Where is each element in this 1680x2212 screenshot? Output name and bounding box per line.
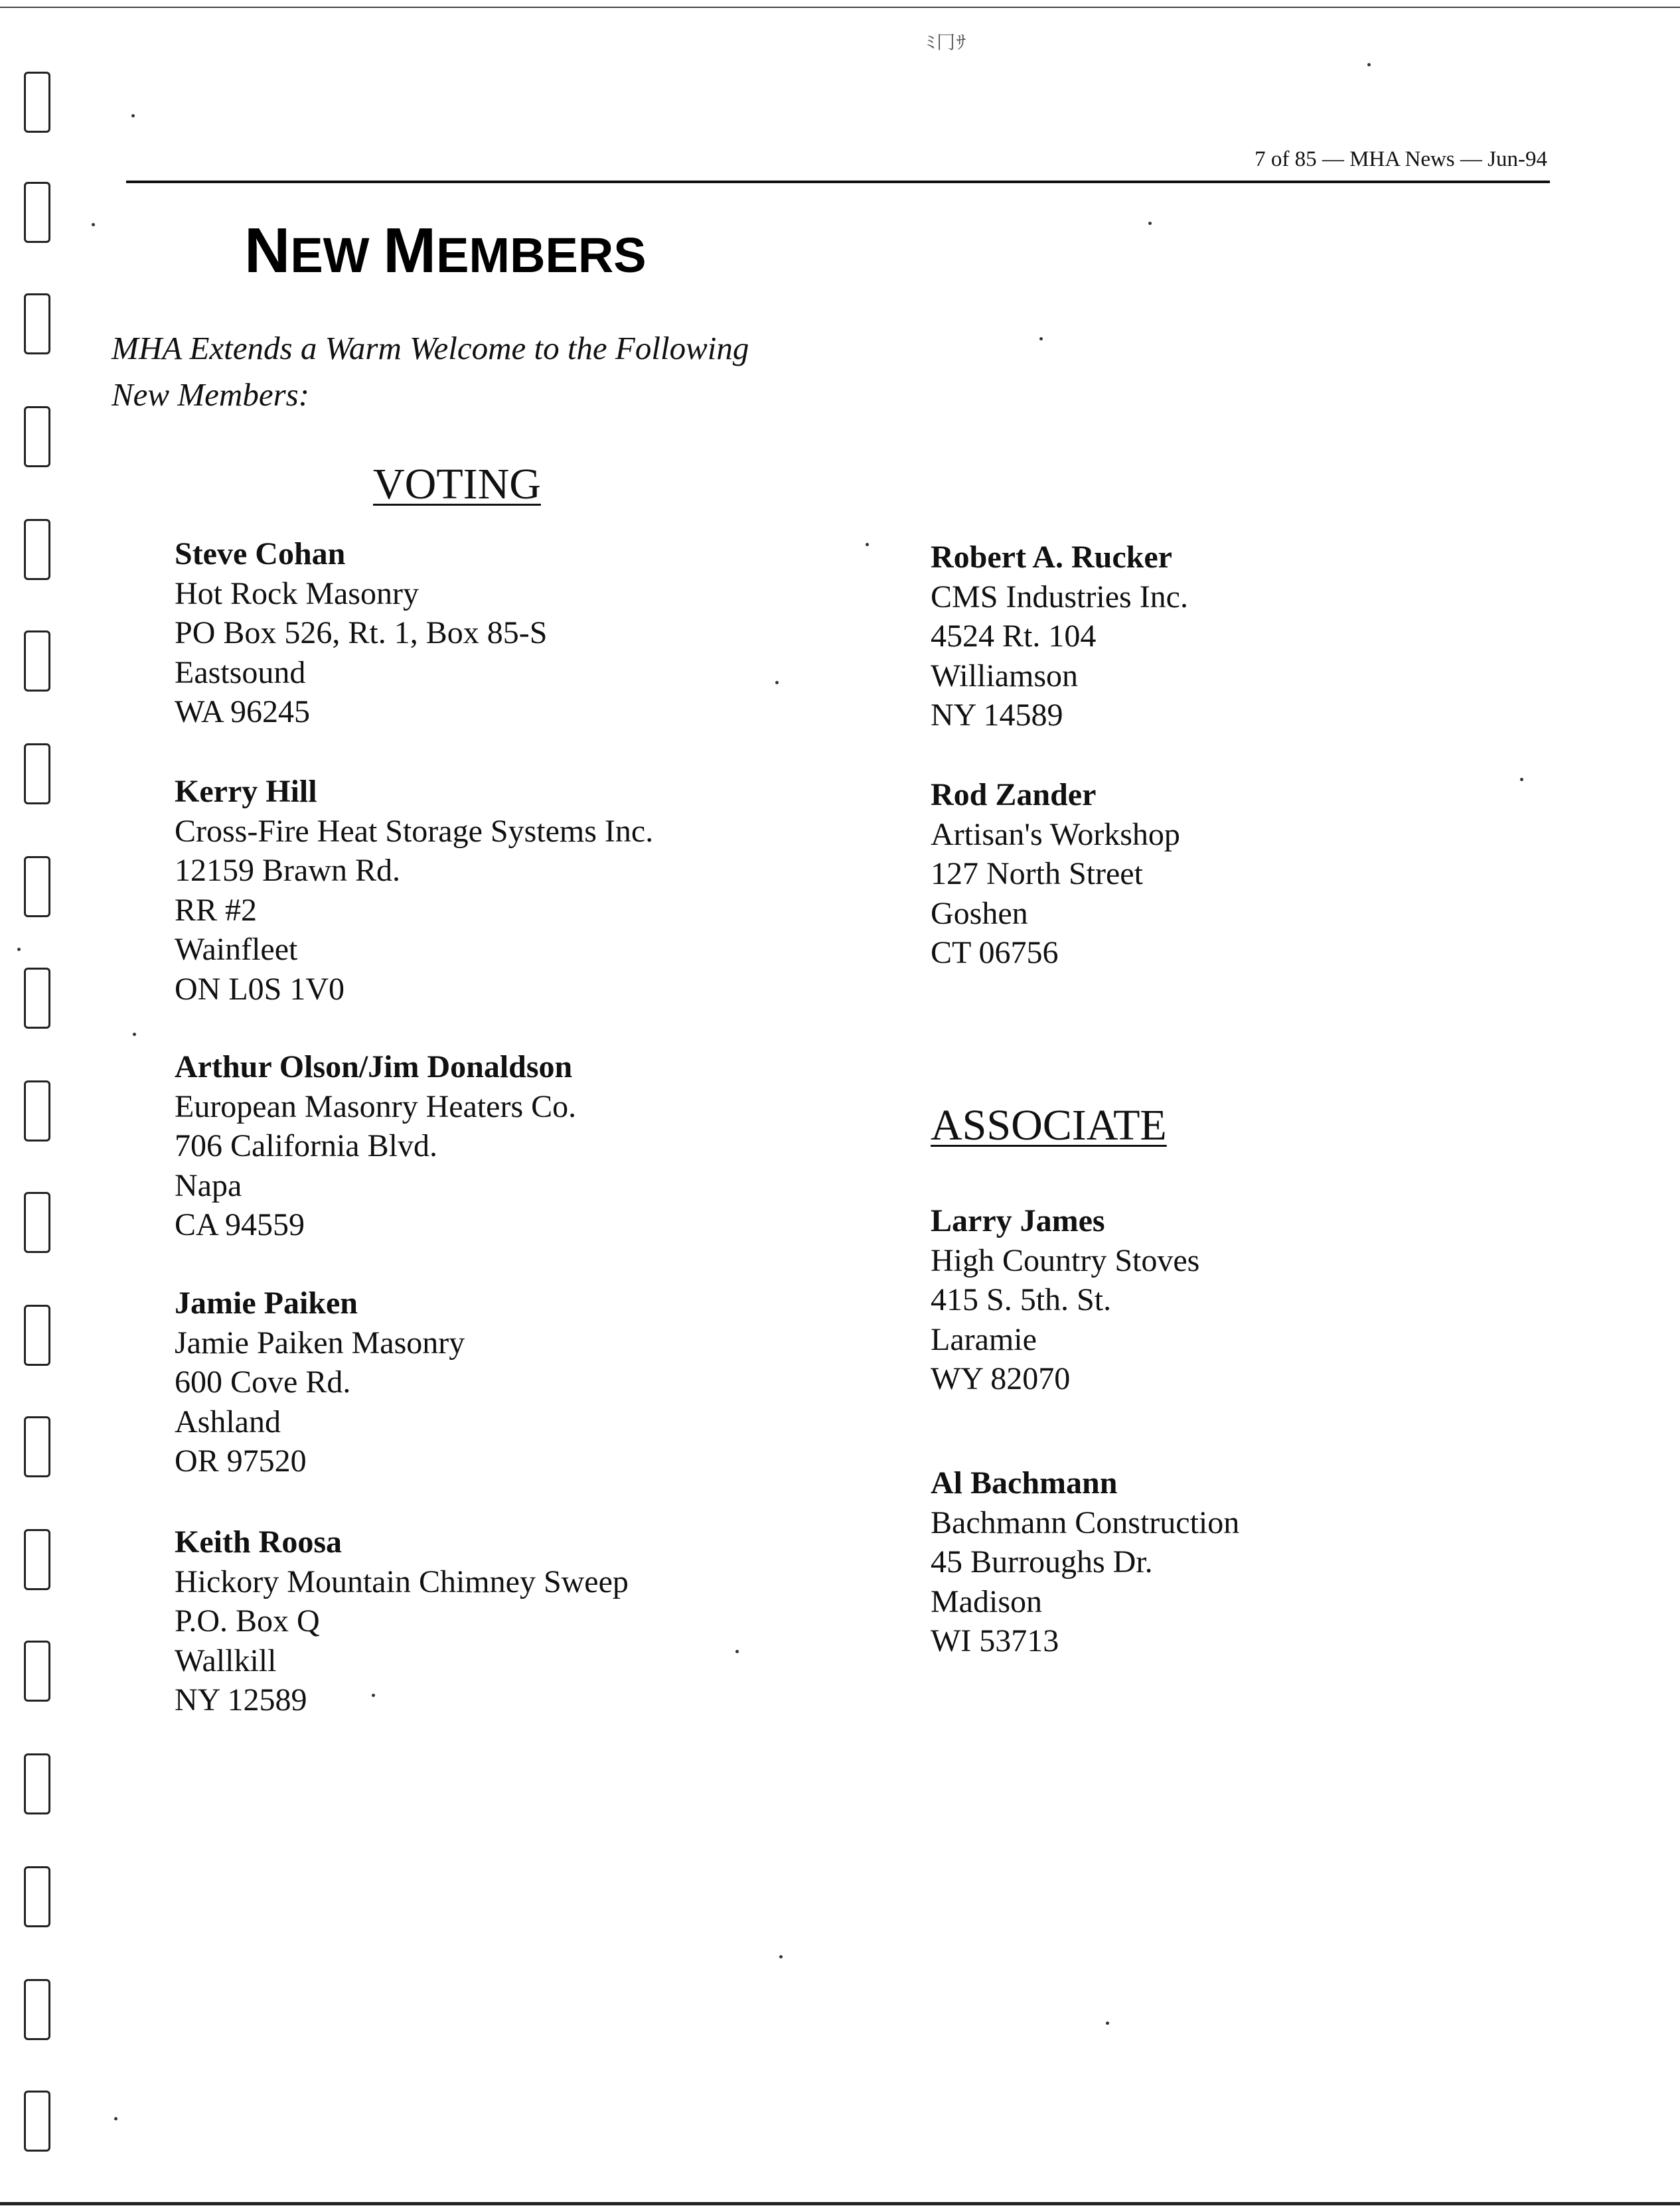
punch-hole	[24, 1192, 50, 1253]
member-name: Jamie Paiken	[175, 1286, 358, 1321]
punch-hole	[24, 743, 50, 804]
scan-speck	[735, 1650, 739, 1653]
member-postal: WY 82070	[931, 1361, 1071, 1396]
punch-hole	[24, 519, 50, 580]
punch-hole	[24, 1305, 50, 1366]
member-name: Robert A. Rucker	[931, 540, 1172, 575]
member-postal: NY 12589	[175, 1682, 307, 1718]
member-entry	[175, 1047, 576, 1245]
punch-hole	[24, 1641, 50, 1702]
member-company: Artisan's Workshop	[931, 816, 1180, 852]
member-address: 127 North Street	[931, 856, 1143, 891]
member-name: Kerry Hill	[175, 774, 317, 809]
member-entry	[931, 1463, 1239, 1661]
scan-speck	[1520, 778, 1523, 781]
punch-hole	[24, 968, 50, 1029]
scan-speck	[133, 1033, 136, 1036]
punch-hole	[24, 182, 50, 243]
punch-hole	[24, 2091, 50, 2152]
member-entry	[175, 534, 547, 732]
punch-hole	[24, 1979, 50, 2040]
page-title: NEW MEMBERS	[244, 215, 647, 286]
punch-hole	[24, 406, 50, 467]
member-city: Eastsound	[175, 654, 306, 690]
member-postal: OR 97520	[175, 1443, 307, 1479]
scan-speck	[866, 543, 869, 546]
member-address: 706 California Blvd.	[175, 1128, 437, 1163]
member-postal: ON L0S 1V0	[175, 971, 345, 1007]
intro-text	[112, 325, 875, 418]
member-city: Wallkill	[175, 1643, 277, 1678]
member-entry	[931, 1201, 1199, 1399]
member-city: Ashland	[175, 1404, 281, 1439]
voting-heading: VOTING	[373, 460, 541, 508]
member-address: 600 Cove Rd.	[175, 1364, 351, 1400]
member-address: 415 S. 5th. St.	[931, 1282, 1112, 1317]
member-city: Wainfleet	[175, 932, 298, 967]
member-address: 12159 Brawn Rd.	[175, 853, 400, 888]
running-head: 7 of 85 — MHA News — Jun-94	[1255, 147, 1547, 171]
associate-heading: ASSOCIATE	[931, 1101, 1167, 1149]
member-city: Madison	[931, 1584, 1042, 1619]
punch-hole	[24, 1866, 50, 1927]
member-name: Al Bachmann	[931, 1465, 1118, 1501]
scan-speck	[775, 681, 779, 684]
scan-speck	[114, 2117, 117, 2120]
member-company: Jamie Paiken Masonry	[175, 1325, 465, 1361]
member-postal: CT 06756	[931, 935, 1059, 970]
top-border	[0, 7, 1680, 8]
member-entry	[175, 1284, 465, 1481]
member-name: Larry James	[931, 1203, 1105, 1238]
member-name: Keith Roosa	[175, 1524, 342, 1560]
scan-speck	[1106, 2022, 1109, 2025]
header-rule	[126, 181, 1550, 183]
member-address: P.O. Box Q	[175, 1603, 320, 1639]
scan-speck	[17, 948, 21, 951]
member-company: Bachmann Construction	[931, 1505, 1240, 1540]
punch-hole	[24, 1753, 50, 1814]
member-company: Cross-Fire Heat Storage Systems Inc.	[175, 813, 654, 849]
intro-line: New Members:	[112, 376, 310, 413]
member-postal: WA 96245	[175, 694, 310, 729]
scan-speck	[1367, 63, 1371, 66]
member-address: PO Box 526, Rt. 1, Box 85-S	[175, 615, 548, 650]
intro-line: MHA Extends a Warm Welcome to the Following	[112, 330, 749, 366]
member-entry	[175, 1522, 629, 1720]
member-address: 4524 Rt. 104	[931, 619, 1097, 654]
scan-speck	[1039, 337, 1043, 340]
scan-speck	[92, 223, 95, 226]
member-city: Laramie	[931, 1321, 1037, 1357]
punch-hole	[24, 630, 50, 692]
punch-hole	[24, 293, 50, 354]
member-address: RR #2	[175, 892, 258, 928]
scan-speck	[131, 114, 135, 117]
member-company: Hot Rock Masonry	[175, 575, 419, 611]
member-name: Rod Zander	[931, 777, 1097, 812]
member-postal: CA 94559	[175, 1207, 305, 1242]
scan-speck	[1148, 222, 1152, 225]
punch-hole	[24, 1529, 50, 1590]
member-company: European Masonry Heaters Co.	[175, 1088, 577, 1124]
member-entry	[175, 772, 653, 1009]
member-address: 45 Burroughs Dr.	[931, 1544, 1153, 1580]
member-city: Williamson	[931, 658, 1079, 694]
member-postal: NY 14589	[931, 698, 1063, 733]
punch-hole	[24, 1416, 50, 1477]
member-postal: WI 53713	[931, 1623, 1059, 1659]
member-company: Hickory Mountain Chimney Sweep	[175, 1564, 629, 1599]
member-entry	[931, 538, 1188, 735]
member-city: Napa	[175, 1167, 242, 1203]
header-mark: ﾐ冂ｻ	[926, 33, 968, 53]
member-entry	[931, 775, 1180, 973]
punch-hole	[24, 856, 50, 917]
member-name: Steve Cohan	[175, 536, 346, 571]
member-company: CMS Industries Inc.	[931, 579, 1188, 615]
bottom-border	[0, 2202, 1680, 2205]
punch-hole	[24, 72, 50, 133]
member-city: Goshen	[931, 895, 1028, 931]
member-name: Arthur Olson/Jim Donaldson	[175, 1049, 573, 1084]
scan-speck	[779, 1955, 783, 1958]
member-company: High Country Stoves	[931, 1242, 1200, 1278]
punch-hole	[24, 1080, 50, 1142]
